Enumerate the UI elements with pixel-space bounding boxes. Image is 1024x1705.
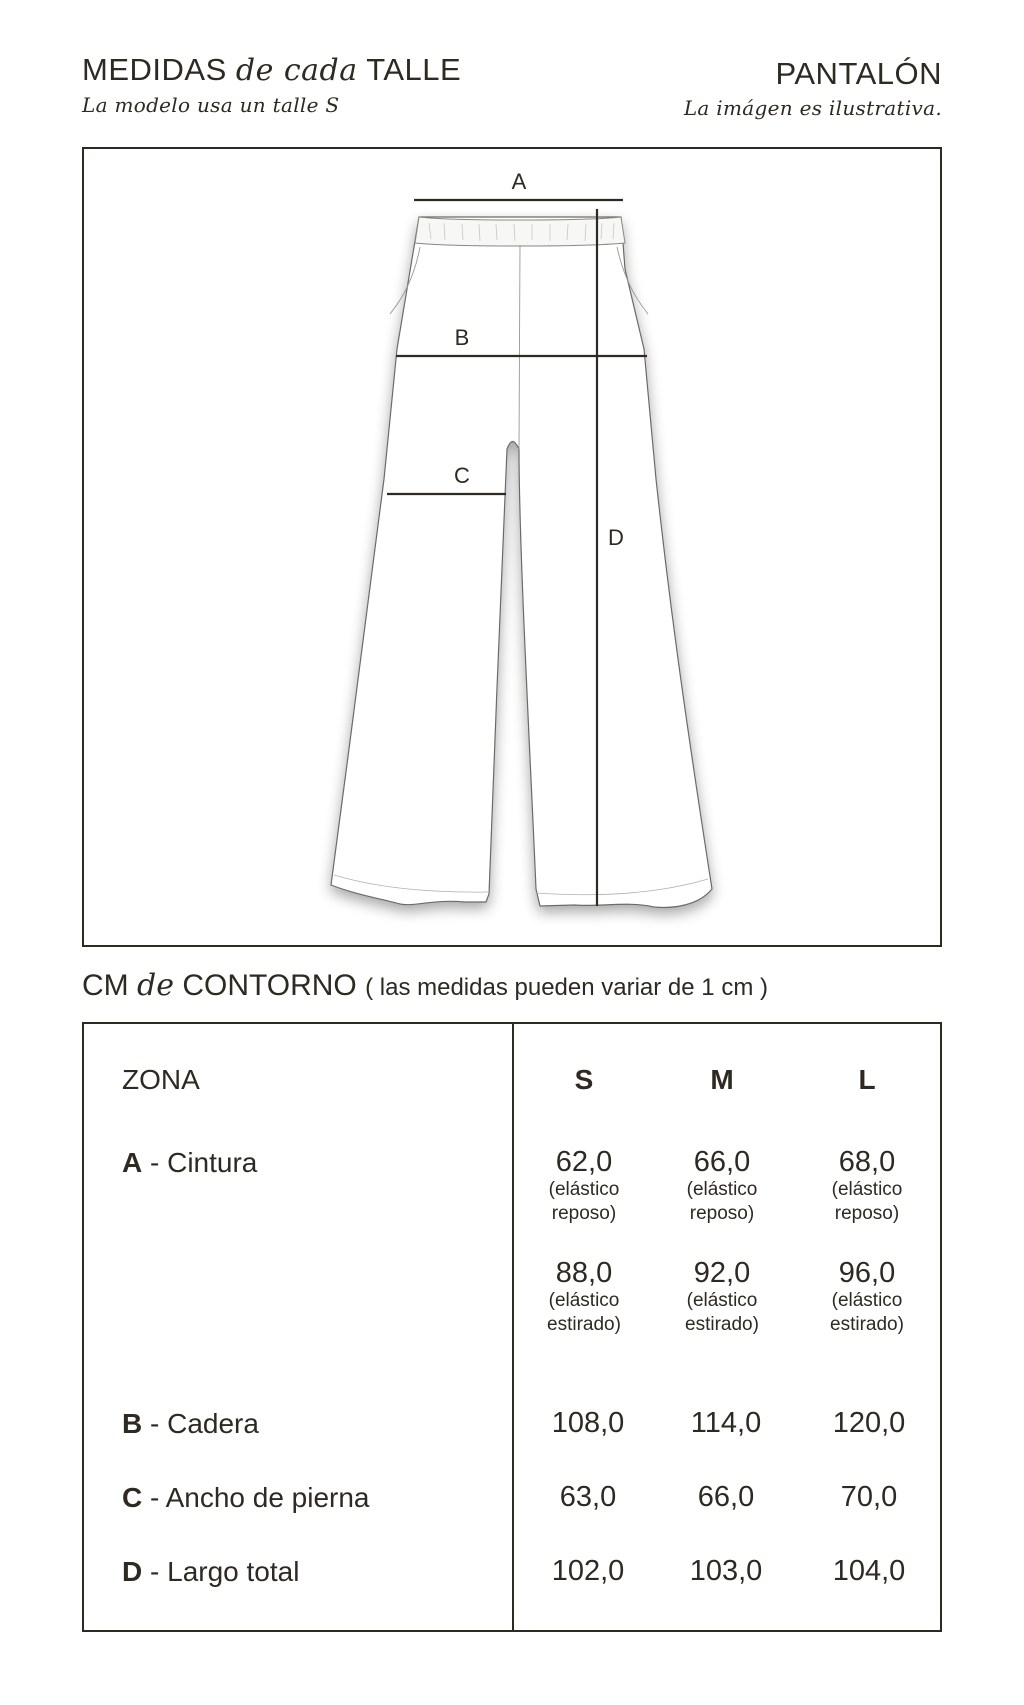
- table-cell: [518, 1407, 658, 1439]
- row-name: - Cintura: [142, 1147, 258, 1178]
- header-right: [684, 56, 942, 120]
- table-cell: [656, 1555, 796, 1587]
- table-cell: [652, 1257, 792, 1337]
- cell-value: 102,0: [551, 1555, 625, 1587]
- disclaimer: La imágen es ilustrativa.: [683, 96, 942, 120]
- row-name: - Largo total: [142, 1556, 300, 1587]
- pants-diagram: [84, 149, 940, 945]
- cell-value: 104,0: [832, 1555, 906, 1587]
- table-cell: [797, 1257, 937, 1337]
- label-d: D: [608, 525, 624, 550]
- row-label-cintura: [122, 1147, 257, 1179]
- table-cell: [797, 1146, 937, 1226]
- cell-value: 92,0: [693, 1257, 751, 1289]
- title-part1: MEDIDAS: [82, 52, 227, 87]
- size-header-l: L: [858, 1064, 876, 1095]
- table-cell: [656, 1407, 796, 1439]
- cell-value: 62,0: [555, 1146, 613, 1178]
- cell-value: 96,0: [838, 1257, 896, 1289]
- pants-outline: [331, 217, 712, 907]
- table-cell: [656, 1481, 796, 1513]
- cell-note: estirado): [830, 1314, 904, 1335]
- label-c: C: [454, 463, 470, 488]
- table-cell: [518, 1481, 658, 1513]
- product-name: PANTALÓN: [775, 56, 942, 91]
- cell-value: 63,0: [559, 1481, 617, 1513]
- header-left: [82, 52, 461, 117]
- cell-note: (elástico: [686, 1179, 758, 1200]
- cell-note: reposo): [834, 1203, 900, 1224]
- label-b: B: [454, 325, 470, 350]
- row-letter: B: [122, 1408, 143, 1439]
- section-note: ( las medidas pueden variar de 1 cm ): [365, 974, 768, 1001]
- section-title: [82, 968, 768, 1003]
- cell-value: 108,0: [551, 1407, 625, 1439]
- table-cell: [514, 1257, 654, 1337]
- title-italic: de cada: [235, 53, 358, 88]
- table-cell: [799, 1555, 939, 1587]
- zone-header: ZONA: [122, 1064, 200, 1095]
- cell-note: (elástico: [831, 1290, 903, 1311]
- table-cell: [799, 1407, 939, 1439]
- table-cell: [799, 1481, 939, 1513]
- table-cell: [652, 1146, 792, 1226]
- cell-value: 120,0: [832, 1407, 906, 1439]
- label-a: A: [511, 169, 527, 194]
- cell-value: 70,0: [840, 1481, 898, 1513]
- cell-note: reposo): [551, 1203, 617, 1224]
- row-letter: D: [122, 1556, 143, 1587]
- cell-note: reposo): [689, 1203, 755, 1224]
- row-label-cadera: [122, 1408, 259, 1440]
- section-title-part1: CM: [82, 969, 129, 1002]
- cell-note: estirado): [547, 1314, 621, 1335]
- cell-note: (elástico: [686, 1290, 758, 1311]
- row-letter: C: [122, 1482, 143, 1513]
- row-label-largo-total: [122, 1556, 299, 1588]
- waistband: [415, 217, 625, 246]
- cell-value: 68,0: [838, 1146, 896, 1178]
- cell-note: estirado): [685, 1314, 759, 1335]
- cell-note: (elástico: [548, 1179, 620, 1200]
- section-title-italic: de: [137, 968, 174, 1003]
- cell-value: 114,0: [690, 1407, 762, 1439]
- pants-diagram-frame: [82, 147, 942, 947]
- section-title-part2: CONTORNO: [182, 969, 357, 1002]
- cell-note: (elástico: [548, 1290, 620, 1311]
- cell-note: (elástico: [831, 1179, 903, 1200]
- row-name: - Cadera: [142, 1408, 259, 1439]
- cell-value: 103,0: [689, 1555, 763, 1587]
- size-header-m: M: [710, 1064, 734, 1095]
- table-cell: [518, 1555, 658, 1587]
- page-subtitle: La modelo usa un talle S: [82, 93, 340, 117]
- row-letter: A: [122, 1147, 143, 1178]
- cell-value: 88,0: [555, 1257, 613, 1289]
- size-table: [82, 1022, 942, 1632]
- cell-value: 66,0: [697, 1481, 755, 1513]
- row-name: - Ancho de pierna: [142, 1482, 370, 1513]
- size-header-s: S: [574, 1064, 594, 1095]
- row-label-ancho-de-pierna: [122, 1482, 370, 1514]
- cell-value: 66,0: [693, 1146, 751, 1178]
- table-cell: [514, 1146, 654, 1226]
- title-part2: TALLE: [366, 52, 462, 87]
- page-title: [82, 52, 461, 89]
